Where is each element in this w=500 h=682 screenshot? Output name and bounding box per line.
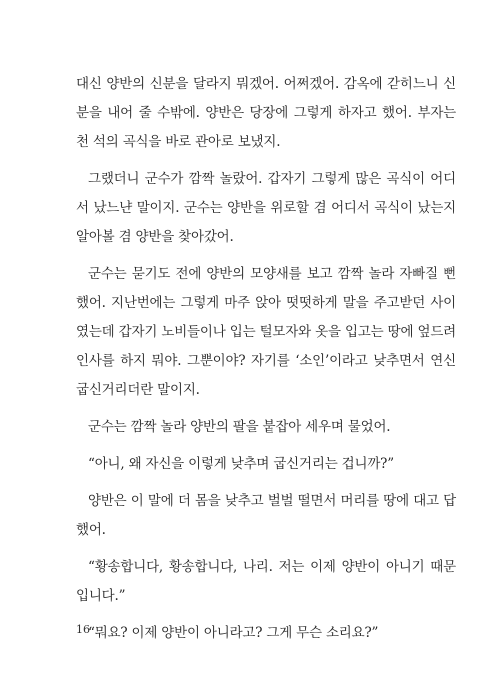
page-number: 16 <box>76 623 90 636</box>
dialogue-2: “황송합니다, 황송합니다, 나리. 저는 이제 양반이 아니기 때문입니다.” <box>76 559 456 604</box>
dialogue-1: “아니, 왜 자신을 이렇게 낮추며 굽신거리는 겁니까?” <box>88 456 394 472</box>
dialogue-3: “뭐요? 이제 양반이 아니라고? 그게 무슨 소리요?” <box>88 625 379 641</box>
paragraph-2: 그랬더니 군수가 깜짝 놀랐어. 갑자기 그렇게 많은 곡식이 어디서 났느냔 말이지. 군수는 양반을 위로할 겸 어디서 곡식이 났는지 알아볼 겸 양반을 찾아갔어. <box>76 171 456 245</box>
paragraph-1: 대신 양반의 신분을 달라지 뭐겠어. 어쩌겠어. 감옥에 갇히느니 신분을 내어 줄 수밖에. 양반은 당장에 그렇게 하자고 했어. 부자는 천 석의 곡식을 바로 관아로 보냈지. <box>76 76 456 150</box>
paragraph-3: 군수는 묻기도 전에 양반의 모양새를 보고 깜짝 놀라 자빠질 뻔했어. 지난번에는 그렇게 마주 앉아 떳떳하게 말을 주고받던 사이였는데 갑자기 노비들이나 입는 털모자와 옷을 입고는 땅에 엎드려 인사를 하지 뭐야. 그뿐이야? 자기를 ‘소인’이라고 낮추면서 연신 굽신거리더란 말이지. <box>76 266 456 398</box>
paragraph-4: 군수는 깜짝 놀라 양반의 팔을 붙잡아 세우며 물었어. <box>88 419 391 435</box>
body-text <box>76 70 456 656</box>
paragraph-5: 양반은 이 말에 더 몸을 낮추고 벌벌 떨면서 머리를 땅에 대고 답했어. <box>76 493 456 538</box>
